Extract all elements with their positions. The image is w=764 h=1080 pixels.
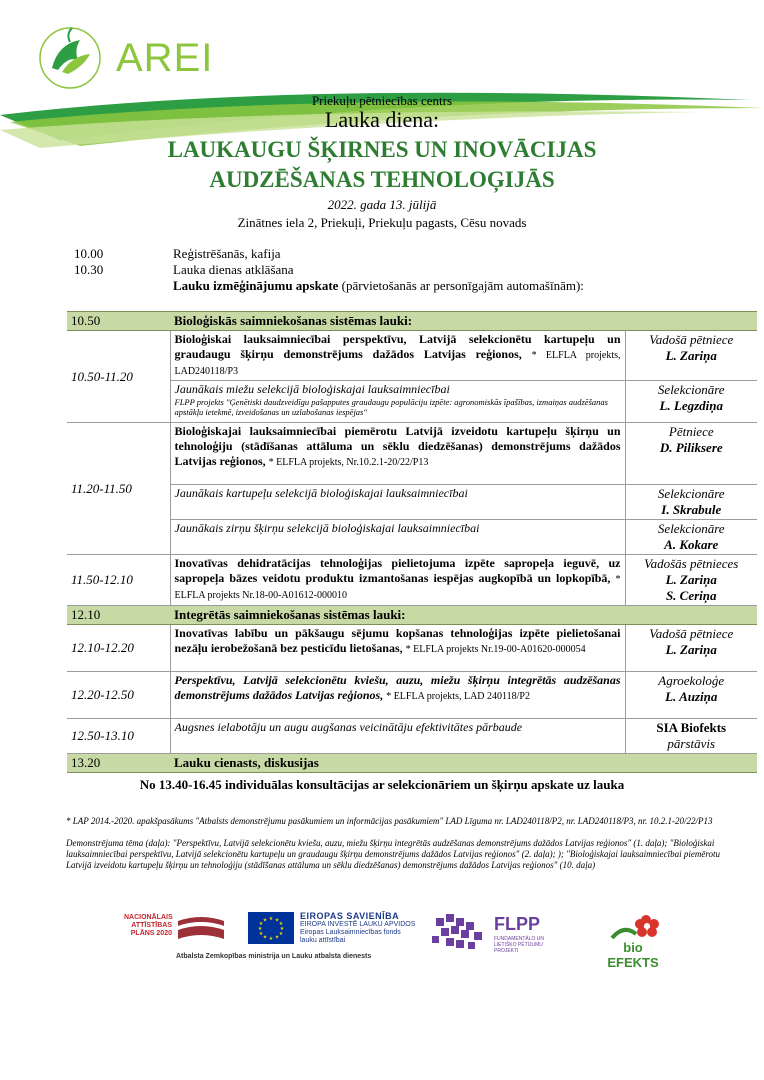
intro-time <box>74 278 173 294</box>
presenter-organization: SIA Biofekts <box>656 720 727 735</box>
presenter <box>625 485 757 520</box>
table-row <box>67 331 757 381</box>
svg-text:★: ★ <box>278 931 284 937</box>
event-title <box>0 135 764 195</box>
research-center-name: Priekuļu pētniecības centrs <box>311 93 453 108</box>
band-title: Bioloģiskās saimniekošanas sistēmas lauki: <box>170 312 757 331</box>
presenter-name: L. Zariņa <box>665 348 717 363</box>
eu-line: EIROPA INVESTĒ LAUKU APVIDOS <box>300 921 416 928</box>
session-time: 12.20-12.50 <box>67 672 170 719</box>
table-row <box>67 520 757 555</box>
svg-text:★: ★ <box>257 926 263 932</box>
presenter <box>625 520 757 555</box>
nap2020-logo <box>124 914 172 938</box>
table-row <box>67 672 757 719</box>
intro-text: Lauka dienas atklāšana <box>173 262 294 277</box>
eu-line: Eiropas Lauksaimniecības fonds <box>300 929 401 936</box>
table-row <box>67 485 757 520</box>
band-title: Lauku cienasts, diskusijas <box>170 754 757 773</box>
band-title: Integrētās saimniekošanas sistēmas lauki: <box>170 606 757 625</box>
topic-subtitle: FLPP projekts "Ģenētiski daudzveidīgu pašapputes graudaugu populāciju izpēte: agronomiskās īpašības, izmaiņas audzēšanas apstākļu ietekmē, izveidošanas un uzlabošanas iespējas" <box>174 397 608 417</box>
session-topic <box>170 423 625 485</box>
presenter-name: I. Skrabule <box>661 502 722 517</box>
presenter-role: Selekcionāre <box>657 486 725 501</box>
table-row <box>67 719 757 754</box>
nap-line: ATTĪSTĪBAS <box>131 922 172 929</box>
presenter-role: Vadošā pētniece <box>649 332 734 347</box>
svg-text:★: ★ <box>278 921 284 927</box>
flpp-logo-icon <box>432 912 490 952</box>
svg-text:★: ★ <box>262 934 268 941</box>
session-topic <box>170 555 625 606</box>
intro-row <box>74 278 694 294</box>
session-time: 12.10-12.20 <box>67 625 170 672</box>
topic-title: Bioloģiskajai lauksaimniecībai piemērotu Latvijā izveidotu kartupeļu šķirņu un tehnoloģiju (stādīšanas attāluma un sēklu diedzēšanas) demonstrējums dažādos Latvijas reģionos, <box>174 424 621 468</box>
svg-text:★: ★ <box>258 921 264 927</box>
band-time: 10.50 <box>67 312 170 331</box>
presenter-name: L. Legzdiņa <box>659 398 724 413</box>
bioefekts-logo-text: bio EFEKTS <box>607 940 659 970</box>
section-band-integrated <box>67 606 757 625</box>
topic-title: Jaunākais miežu selekcijā bioloģiskajai lauksaimniecībai <box>174 382 450 396</box>
support-text: Atbalsta Zemkopības ministrija un Lauku atbalsta dienests <box>176 953 372 960</box>
intro-text-rest: (pārvietošanās ar personīgajām automašīnām): <box>338 278 584 293</box>
topic-note: * ELFLA projekts, LAD 240118/P2 <box>386 691 530 702</box>
presenter-role: Vadošās pētnieces <box>644 556 739 571</box>
table-row <box>67 625 757 672</box>
band-time: 12.10 <box>67 606 170 625</box>
session-time: 10.50-11.20 <box>67 331 170 423</box>
session-topic: Augsnes ielabotāju un augu augšanas veicinātāju efektivitātes pārbaude <box>170 719 625 754</box>
session-topic <box>170 381 625 423</box>
table-row <box>67 381 757 423</box>
presenter-name: D. Piliksere <box>659 440 723 455</box>
eu-line: lauku attīstībai <box>300 937 346 944</box>
latvia-flag-icon <box>176 913 226 943</box>
session-time: 11.50-12.10 <box>67 555 170 606</box>
presenter-name: L. Auziņa <box>665 689 718 704</box>
session-topic: Jaunākais kartupeļu selekcijā bioloģiskajai lauksaimniecībai <box>170 485 625 520</box>
table-row <box>67 423 757 485</box>
topic-note: * ELFLA projekts Nr.19-00-A01620-000054 <box>405 644 586 655</box>
svg-text:★: ★ <box>268 936 274 942</box>
presenter <box>625 555 757 606</box>
presenter-role: Pētniece <box>668 424 714 439</box>
footnote-topics: Demonstrējuma tēma (daļa): "Perspektīvu, Latvijā selekcionētu kviešu, auzu, miežu šķirņu integrētās audzēšanas demonstrējums dažādos Latvijas reģionos" (1. daļa); "Bioloģiskai lauksaimniecībai perspektīvu, Latvijā selekcionētu kartupeļu un graudaugu šķirņu demonstrējums dažādos Latvijas reģionos" (2. daļa); ); "Bioloģiskajai lauksaimniecībai piemērotu Latvijā izveidotu kartupeļu šķirņu un tehnoloģiju (stādīšanas attāluma un sēklu diedzēšanas) demonstrējums dažādos Latvijas reģionos" (10. daļa) <box>66 838 721 870</box>
topic-note: * ELFLA projekts Nr.18-00-A01612-000010 <box>174 574 621 601</box>
topic-title: Perspektīvu, Latvijā selekcionētu kviešu, auzu, miežu šķirņu integrētās audzēšanas demonstrējums dažādos Latvijas reģionos, <box>174 673 621 702</box>
topic-title: Inovatīvas labību un pākšaugu sējumu kopšanas tehnoloģijas izpēte pielietošanai nezāļu ierobežošanā bez pesticīdu lietošanas, <box>174 626 621 655</box>
eu-title: EIROPAS SAVIENĪBA <box>300 911 400 921</box>
svg-text:★: ★ <box>258 931 264 937</box>
intro-text: Reģistrēšanās, kafija <box>173 246 281 261</box>
topic-note: * ELFLA projekts, LAD240118/P3 <box>174 350 621 377</box>
event-date: 2022. gada 13. jūlijā <box>327 197 437 212</box>
event-label: Lauka diena: <box>324 107 440 132</box>
nap-line: PLĀNS 2020 <box>130 930 172 937</box>
presenter-role: Vadošā pētniece <box>649 626 734 641</box>
svg-text:★: ★ <box>274 934 280 941</box>
flpp-logo-text: FLPP <box>494 914 541 934</box>
presenter-role: Selekcionāre <box>657 382 725 397</box>
band-time: 13.20 <box>67 754 170 773</box>
session-topic <box>170 672 625 719</box>
intro-row <box>74 246 694 262</box>
presenter <box>625 381 757 423</box>
eu-funding-text <box>300 912 415 945</box>
flpp-subtitle: FUNDAMENTĀLO UN LIETIŠĶO PĒTĪJUMU PROJEKTI <box>494 936 545 954</box>
table-row <box>67 555 757 606</box>
session-time: 11.20-11.50 <box>67 423 170 555</box>
event-title-line-2: AUDZĒŠANAS TEHNOLOĢIJĀS <box>209 167 555 192</box>
presenter-role: pārstāvis <box>667 736 716 751</box>
schedule-table <box>67 311 757 773</box>
presenter-name: L. Zariņa <box>665 572 717 587</box>
intro-row <box>74 262 694 278</box>
section-band-organic <box>67 312 757 331</box>
session-topic: Jaunākais zirņu šķirņu selekcijā bioloģiskajai lauksaimniecībai <box>170 520 625 555</box>
arei-logo-text: AREI <box>116 36 214 80</box>
presenter-role: Selekcionāre <box>657 521 725 536</box>
event-title-line-1: LAUKAUGU ŠĶIRNES UN INOVĀCIJAS <box>167 137 597 162</box>
topic-note: * ELFLA projekts, Nr.10.2.1-20/22/P13 <box>268 457 429 468</box>
session-topic <box>170 331 625 381</box>
consultations-note: No 13.40-16.45 individuālas konsultācijas ar selekcionāriem un šķirņu apskate uz lauka <box>139 777 625 792</box>
intro-bold-text: Lauku izmēģinājumu apskate <box>173 278 339 293</box>
eu-flag-icon <box>248 912 294 944</box>
section-band-refreshments <box>67 754 757 773</box>
intro-time: 10.00 <box>74 246 104 261</box>
topic-title: Bioloģiskai lauksaimniecībai perspektīvu, Latvijā selekcionētu kartupeļu un graudaugu šķirņu demonstrējums dažādos Latvijas reģionos, <box>174 332 621 361</box>
presenter <box>625 625 757 672</box>
svg-text:★: ★ <box>268 916 274 922</box>
presenter <box>625 423 757 485</box>
intro-text <box>173 278 584 294</box>
presenter-role: Agroekoloģe <box>658 673 725 688</box>
svg-text:★: ★ <box>262 917 268 924</box>
presenter-name: A. Kokare <box>664 537 719 552</box>
session-topic <box>170 625 625 672</box>
presenter-name: S. Ceriņa <box>665 588 717 603</box>
intro-schedule <box>74 246 694 294</box>
topic-title: Inovatīvas dehidratācijas tehnoloģijas pielietojuma izpēte sapropeļa ieguvē, uz sapropeļa bāzes veidotu produktu izmantošanas iespējas augkopībā un lopkopībā, <box>174 556 621 585</box>
presenter-name: L. Zariņa <box>665 642 717 657</box>
intro-time: 10.30 <box>74 262 104 277</box>
svg-text:★: ★ <box>274 917 280 924</box>
nap-line: NACIONĀLAIS <box>124 914 173 921</box>
presenter <box>625 672 757 719</box>
presenter <box>625 331 757 381</box>
session-time: 12.50-13.10 <box>67 719 170 754</box>
footnote-funding: * LAP 2014.-2020. apakšpasākums "Atbalsts demonstrējumu pasākumiem un informācijas pasākumiem" LAD Līguma nr. LAD240118/P2, nr. LAD240118/P3, nr. 10.2.1-20/22/P13 <box>66 816 713 826</box>
event-address: Zinātnes iela 2, Priekuļi, Priekuļu pagasts, Cēsu novads <box>237 215 527 230</box>
svg-text:★: ★ <box>279 926 285 932</box>
presenter <box>625 719 757 754</box>
